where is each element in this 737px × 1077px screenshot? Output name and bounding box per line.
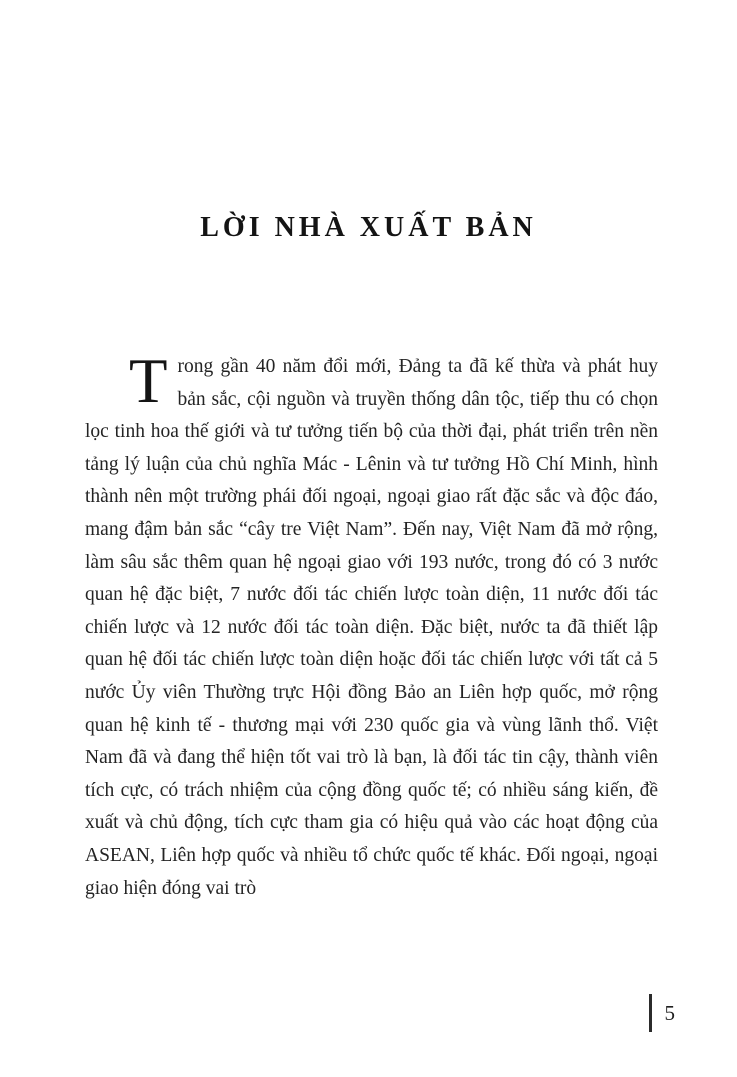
page-title: LỜI NHÀ XUẤT BẢN bbox=[200, 212, 537, 243]
body-paragraph bbox=[85, 346, 658, 905]
page-footer bbox=[649, 993, 676, 1033]
page-number: 5 bbox=[664, 1000, 675, 1025]
paragraph-text: rong gần 40 năm đổi mới, Đảng ta đã kế thừa và phát huy bản sắc, cội nguồn và truyền thống dân tộc, tiếp thu có chọn lọc tinh hoa thế giới và tư tưởng tiến bộ của thời đại, phát triển trên nền tảng lý luận của chủ nghĩa Mác - Lênin và tư tưởng Hồ Chí Minh, hình thành nên một trường phái đối ngoại, ngoại giao rất đặc sắc và độc đáo, mang đậm bản sắc “cây tre Việt Nam”. Đến nay, Việt Nam đã mở rộng, làm sâu sắc thêm quan hệ ngoại giao với 193 nước, trong đó có 3 nước quan hệ đặc biệt, 7 nước đối tác chiến lược toàn diện, 11 nước đối tác chiến lược và 12 nước đối tác toàn diện. Đặc biệt, nước ta đã thiết lập quan hệ đối tác chiến lược toàn diện hoặc đối tác chiến lược với tất cả 5 nước Ủy viên Thường trực Hội đồng Bảo an Liên hợp quốc, mở rộng quan hệ kinh tế - thương mại với 230 quốc gia và vùng lãnh thổ. Việt Nam đã và đang thể hiện tốt vai trò là bạn, là đối tác tin cậy, thành viên tích cực, có trách nhiệm của cộng đồng quốc tế; có nhiều sáng kiến, đề xuất và chủ động, tích cực tham gia có hiệu quả vào các hoạt động của ASEAN, Liên hợp quốc và nhiều tổ chức quốc tế khác. Đối ngoại, ngoại giao hiện đóng vai trò bbox=[85, 356, 658, 899]
drop-cap: T bbox=[129, 346, 168, 416]
page-number-divider bbox=[649, 994, 652, 1032]
